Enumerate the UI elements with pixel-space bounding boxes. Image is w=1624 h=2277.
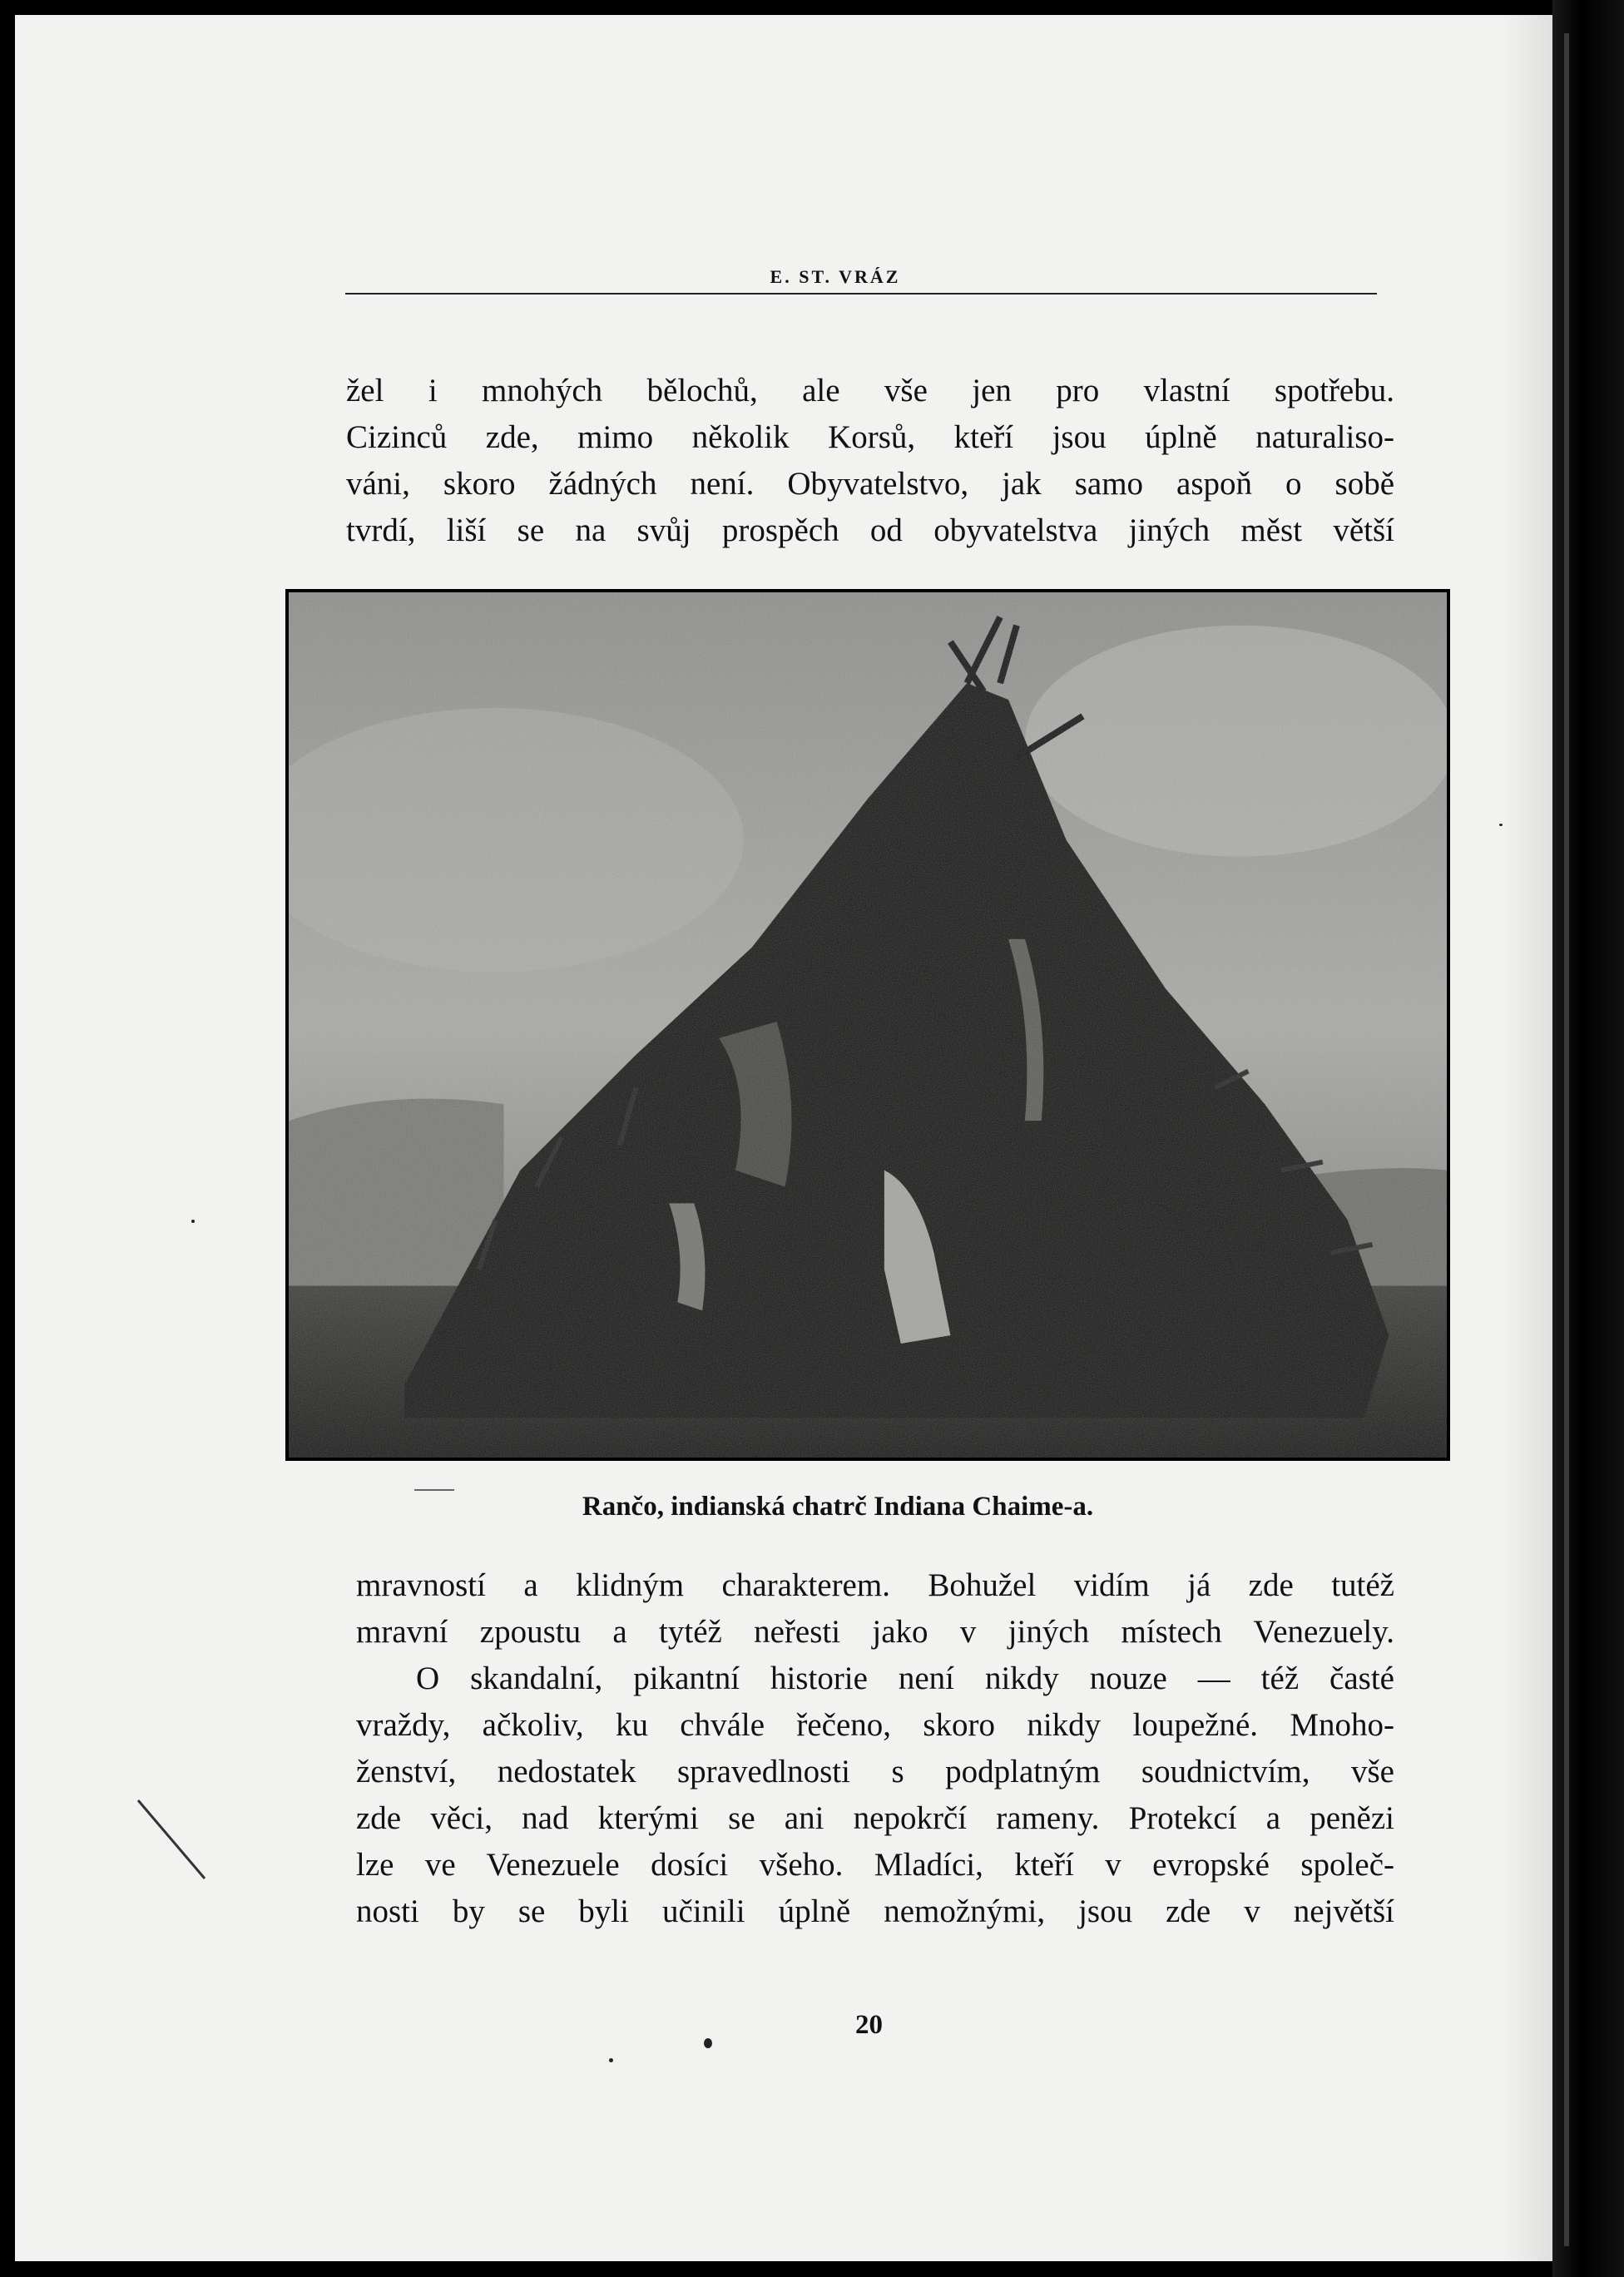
photo-illustration — [289, 592, 1447, 1458]
header-rule — [345, 293, 1377, 295]
text-line: mravní zpoustu a tytéž neřesti jako v jiných místech Venezuely. — [356, 1614, 1394, 1650]
text-line: lze ve Venezuele dosíci všeho. Mladíci, kteří v evropské společ- — [356, 1847, 1394, 1883]
text-line: váni, skoro žádných není. Obyvatelstvo, jak samo aspoň o sobě — [346, 466, 1394, 502]
stray-mark — [131, 1795, 215, 1887]
text-line: ženství, nedostatek spravedlnosti s podplatným soudnictvím, vše — [356, 1754, 1394, 1789]
text-line: O skandalní, pikantní historie není nikdy nouze — též časté — [416, 1661, 1394, 1696]
text-line: tvrdí, liší se na svůj prospěch od obyvatelstva jiných měst větší — [346, 512, 1394, 548]
photo-grain — [289, 592, 1447, 1458]
ink-speck — [704, 2038, 712, 2048]
ink-speck — [1499, 824, 1503, 826]
top-paragraph — [346, 368, 1394, 554]
text-line: žel i mnohých bělochů, ale vše jen pro vlastní spotřebu. — [346, 373, 1394, 408]
photo-caption: Rančo, indianská chatrč Indiana Chaime-a. — [582, 1492, 1094, 1522]
text-line: Cizinců zde, mimo několik Korsů, kteří jsou úplně naturaliso- — [346, 419, 1394, 455]
ink-speck — [191, 1220, 195, 1223]
text-line: vraždy, ačkoliv, ku chvále řečeno, skoro nikdy loupežné. Mnoho- — [356, 1707, 1394, 1743]
book-spine-shadow — [1552, 0, 1624, 2277]
running-head: E. ST. VRÁZ — [770, 266, 901, 287]
ink-speck — [609, 2058, 613, 2062]
bottom-paragraph — [356, 1562, 1394, 1935]
text-line: mravností a klidným charakterem. Bohužel vidím já zde tutéž — [356, 1567, 1394, 1603]
text-line: nosti by se byli učinili úplně nemožnými, jsou zde v největší — [356, 1893, 1394, 1929]
text-line: zde věci, nad kterými se ani nepokrčí rameny. Protekcí a penězi — [356, 1800, 1394, 1836]
stray-dash — [414, 1487, 456, 1492]
thatched-hut-photo — [285, 589, 1450, 1461]
page-number: 20 — [855, 2010, 883, 2040]
page-edge-shadow — [1503, 15, 1552, 2261]
spine-edge — [1564, 33, 1569, 2246]
book-page — [15, 15, 1552, 2261]
